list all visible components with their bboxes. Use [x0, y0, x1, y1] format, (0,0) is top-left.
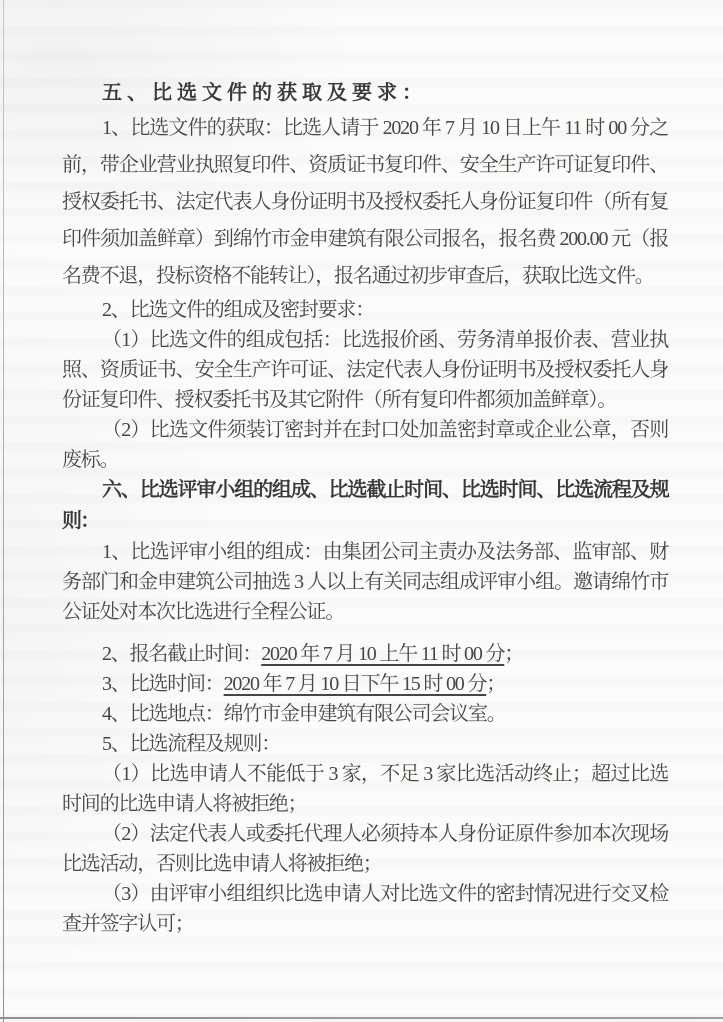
- section6-item5-rule2: （2）法定代表人或委托代理人必须持本人身份证原件参加本次现场比选活动，否则比选申请人将被拒绝；: [62, 823, 668, 875]
- document-text-block: [62, 76, 668, 939]
- item3-suffix: ；: [486, 673, 506, 695]
- item2-label: 2、报名截止时间：: [102, 643, 262, 665]
- section5-para2-item2-sealing: （2）比选文件须装订密封并在封口处加盖密封章或企业公章，否则废标。: [62, 419, 668, 471]
- section6-item5-rule1: （1）比选申请人不能低于 3 家，不足 3 家比选活动终止；超过比选时间的比选申请人将被拒绝；: [62, 763, 668, 815]
- item2-suffix: ；: [504, 643, 524, 665]
- section6-item5-heading: 5、比选流程及规则：: [102, 733, 280, 755]
- section6-item2-registration-deadline: [62, 639, 668, 669]
- section5-para2-item1-composition: （1）比选文件的组成包括：比选报价函、劳务清单报价表、营业执照、资质证书、安全生产许可证、法定代表人身份证明书及授权委托人身份证复印件、授权委托书及其它附件（所有复印件都须加盖鲜章）。: [62, 329, 668, 411]
- item2-deadline-value: 2020 年 7 月 10 上午 11 时 00 分: [261, 643, 505, 665]
- section5-heading: 五、比选文件的获取及要求：: [102, 82, 427, 104]
- section6-item5-rule3: （3）由评审小组组织比选申请人对比选文件的密封情况进行交叉检查并签字认可；: [62, 883, 668, 935]
- page-bottom-edge-line: [0, 1017, 723, 1019]
- section6-heading: 六、比选评审小组的组成、比选截止时间、比选时间、比选流程及规则：: [62, 479, 668, 532]
- item3-label: 3、比选时间：: [102, 673, 224, 695]
- section6-item3-comparison-time: [62, 669, 668, 699]
- section5-para2-heading: 2、比选文件的组成及密封要求：: [102, 299, 374, 321]
- section6-item1-review-team: 1、比选评审小组的组成：由集团公司主责办及法务部、监审部、财务部门和金申建筑公司抽选 3 人以上有关同志组成评审小组。邀请绵竹市公证处对本次比选进行全程公证。: [62, 541, 668, 623]
- section6-item4-location: 4、比选地点：绵竹市金申建筑有限公司会议室。: [102, 703, 506, 725]
- item3-time-value: 2020 年 7 月 10 日下午 15 时 00 分: [223, 673, 487, 695]
- section5-para1-document-acquisition: 1、比选文件的获取：比选人请于 2020 年 7 月 10 日上午 11 时 00 分之前，带企业营业执照复印件、资质证书复印件、安全生产许可证复印件、授权委托书、法定代表人身份证明书及授权委托人身份证复印件（所有复印件须加盖鲜章）到绵竹市金申建筑有限公司报名，报名费 200.00 元（报名费不退，投标资格不能转让），报名通过初步审查后，获取比选文件。: [62, 117, 668, 287]
- page-left-edge-line: [3, 0, 4, 1022]
